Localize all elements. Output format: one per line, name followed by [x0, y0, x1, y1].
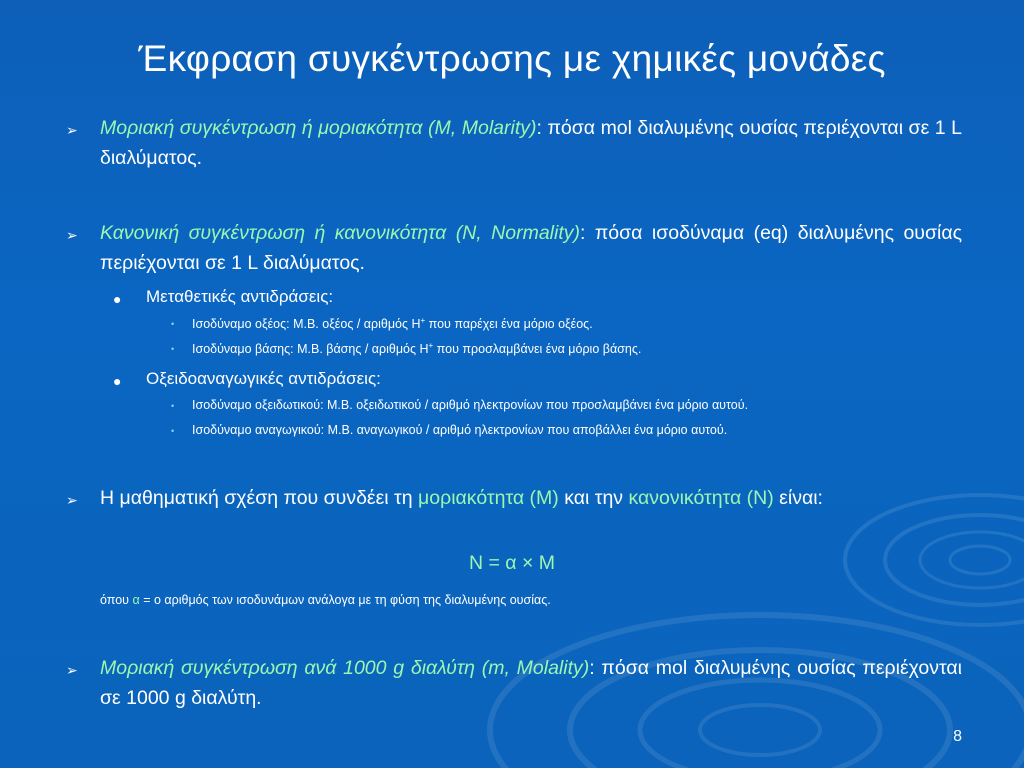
round-bullet-icon: ● — [113, 291, 122, 307]
normality-paragraph — [100, 218, 962, 278]
arrow-bullet-icon: ➢ — [66, 492, 78, 508]
small-bullet-icon: • — [171, 344, 175, 354]
relation-paragraph: Η μαθηματική σχέση που συνδέει τη μοριακότητα (M) και την κανονικότητα (N) είναι: — [100, 487, 823, 509]
molarity-text: : πόσα mol διαλυμένης ουσίας περιέχονται σε 1 L διαλύματος. — [100, 117, 963, 169]
normality-formula: N = α × M — [468, 552, 556, 574]
metathesis-label: Μεταθετικές αντιδράσεις: — [146, 287, 334, 306]
alpha-definition-note: όπου α = ο αριθμός των ισοδυνάμων ανάλογα με τη φύση της διαλυμένης ουσίας. — [100, 593, 551, 607]
oxidant-equivalent-item: Ισοδύναμο οξειδωτικού: Μ.Β. οξειδωτικού / αριθμό ηλεκτρονίων που προσλαμβάνει ένα μόριο αυτού. — [192, 398, 749, 412]
normality-text: : πόσα ισοδύναμα (eq) διαλυμένης ουσίας περιέχονται σε 1 L διαλύματος. — [100, 222, 963, 274]
molality-paragraph — [100, 653, 962, 713]
arrow-bullet-icon: ➢ — [66, 227, 78, 243]
normality-highlight: κανονικότητα (N) — [628, 487, 774, 509]
molality-text: : πόσα mol διαλυμένης ουσίας περιέχονται σε 1000 g διαλύτη. — [100, 657, 963, 709]
acid-equivalent-item: Ισοδύναμο οξέος: Μ.Β. οξέος / αριθμός Η+ που παρέχει ένα μόριο οξέος. — [192, 316, 593, 332]
arrow-bullet-icon: ➢ — [66, 662, 78, 678]
slide-title: Έκφραση συγκέντρωσης με χημικές μονάδες — [138, 38, 886, 79]
molarity-highlight: μοριακότητα (M) — [418, 487, 559, 509]
molarity-paragraph — [100, 113, 962, 173]
molality-term: Μοριακή συγκέντρωση ανά 1000 g διαλύτη (m, Molality) — [100, 657, 590, 679]
page-number: 8 — [953, 728, 962, 745]
round-bullet-icon: ● — [113, 373, 122, 389]
molarity-term: Μοριακή συγκέντρωση ή μοριακότητα (M, Molarity) — [100, 117, 537, 139]
redox-label: Οξειδοαναγωγικές αντιδράσεις: — [146, 369, 381, 388]
small-bullet-icon: • — [171, 426, 175, 436]
arrow-bullet-icon: ➢ — [66, 122, 78, 138]
small-bullet-icon: • — [171, 401, 175, 411]
normality-term: Κανονική συγκέντρωση ή κανονικότητα (N, Normality) — [100, 222, 580, 244]
base-equivalent-item: Ισοδύναμο βάσης: Μ.Β. βάσης / αριθμός Η+ που προσλαμβάνει ένα μόριο βάσης. — [192, 341, 642, 357]
small-bullet-icon: • — [171, 319, 175, 329]
reductant-equivalent-item: Ισοδύναμο αναγωγικού: Μ.Β. αναγωγικού / αριθμό ηλεκτρονίων που αποβάλλει ένα μόριο αυτού. — [192, 423, 728, 437]
